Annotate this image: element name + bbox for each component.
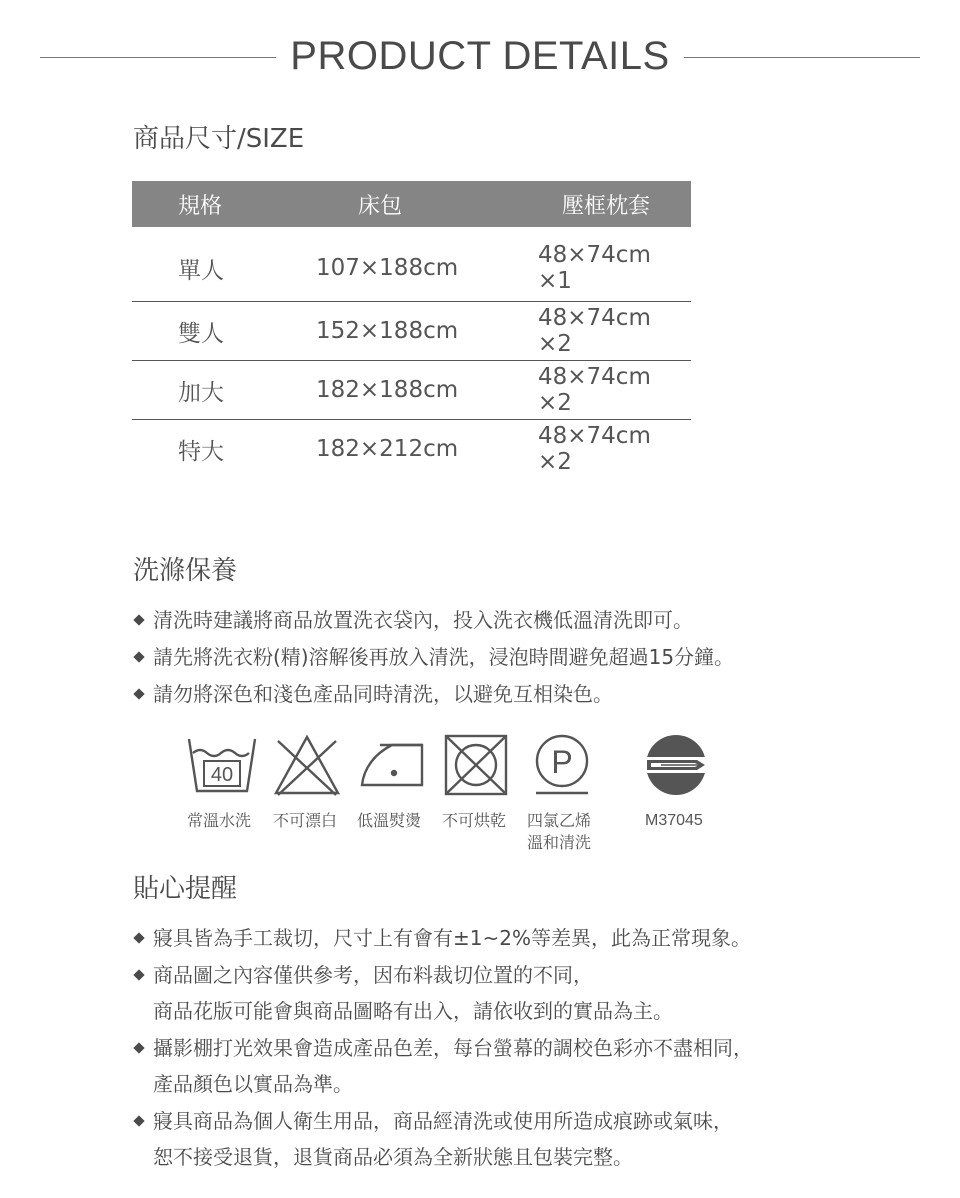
wash-label: 常溫水洗 — [187, 811, 252, 830]
tip-line: 攝影棚打光效果會造成產品色差，每台螢幕的調校色彩亦不盡相同， — [153, 1036, 753, 1060]
dry-clean-letter: P — [551, 744, 573, 780]
wash-40-icon — [186, 733, 258, 797]
size-name: 單人 — [132, 227, 316, 302]
page-header — [40, 28, 920, 88]
size-table-header — [132, 181, 691, 227]
size-section-title: 商品尺寸/SIZE — [133, 124, 305, 154]
fitted-sheet-size: 107×188cm — [316, 227, 538, 302]
list-item — [133, 957, 753, 1029]
tip-line: 產品顏色以實品為準。 — [153, 1072, 353, 1096]
pillowcase-size: 48×74cm ×2 — [538, 423, 651, 475]
fitted-sheet-size: 182×212cm — [316, 436, 459, 462]
list-item — [133, 1030, 753, 1102]
page-title: PRODUCT DETAILS — [290, 34, 670, 78]
size-table — [132, 181, 691, 478]
tip-line: 恕不接受退貨，退貨商品必須為全新狀態且包裝完整。 — [153, 1145, 633, 1169]
fitted-sheet-size: 182×188cm — [316, 361, 538, 420]
size-name: 雙人 — [132, 302, 316, 361]
table-row — [132, 420, 691, 479]
list-item: 清洗時建議將商品放置洗衣袋內，投入洗衣機低溫清洗即可。 — [133, 602, 734, 639]
low-iron-icon — [356, 733, 428, 797]
tips-section-title: 貼心提醒 — [133, 874, 238, 904]
header-divider-right — [684, 57, 920, 58]
certification-label: M37045 — [645, 812, 703, 829]
column-header-fitted-sheet: 床包 — [316, 181, 538, 227]
column-header-spec: 規格 — [132, 181, 316, 227]
dry-clean-p-icon — [528, 733, 594, 797]
list-item — [133, 920, 753, 956]
low-iron-label: 低溫熨燙 — [357, 811, 422, 830]
dry-clean-label — [527, 810, 591, 854]
list-item — [133, 1103, 753, 1175]
list-item: 請勿將深色和淺色產品同時清洗，以避免互相染色。 — [133, 676, 734, 713]
pillowcase-size: 48×74cm ×1 — [538, 227, 691, 302]
tip-line: 寢具商品為個人衛生用品，商品經清洗或使用所造成痕跡或氣味， — [153, 1109, 733, 1133]
no-bleach-icon — [272, 733, 342, 797]
care-instructions-list — [133, 602, 734, 713]
pillowcase-size: 48×74cm ×2 — [538, 361, 691, 420]
tip-line: 商品花版可能會與商品圖略有出入，請依收到的實品為主。 — [153, 999, 673, 1023]
table-row — [132, 361, 691, 420]
fitted-sheet-size: 152×188cm — [316, 302, 538, 361]
tips-list — [133, 920, 753, 1176]
column-header-pillowcase: 壓框枕套 — [538, 181, 691, 227]
dry-clean-label-line2: 溫和清洗 — [527, 833, 592, 852]
table-row — [132, 302, 691, 361]
wash-temperature: 40 — [210, 764, 234, 786]
pillowcase-size: 48×74cm ×2 — [538, 302, 691, 361]
size-name: 加大 — [132, 361, 316, 420]
list-item: 請先將洗衣粉(精)溶解後再放入清洗，浸泡時間避免超過15分鐘。 — [133, 639, 734, 676]
no-tumble-dry-label: 不可烘乾 — [442, 811, 507, 830]
tip-line: 商品圖之內容僅供參考，因布料裁切位置的不同， — [153, 963, 593, 987]
certification-mark-icon — [641, 733, 711, 797]
size-name: 特大 — [178, 438, 224, 465]
no-tumble-dry-icon — [443, 733, 509, 797]
table-row — [132, 227, 691, 302]
tip-line: 寢具皆為手工裁切，尺寸上有會有±1~2%等差異，此為正常現象。 — [153, 926, 751, 950]
care-section-title: 洗滌保養 — [133, 556, 238, 586]
no-bleach-label: 不可漂白 — [273, 811, 338, 830]
dry-clean-label-line1: 四氯乙烯 — [527, 811, 592, 830]
